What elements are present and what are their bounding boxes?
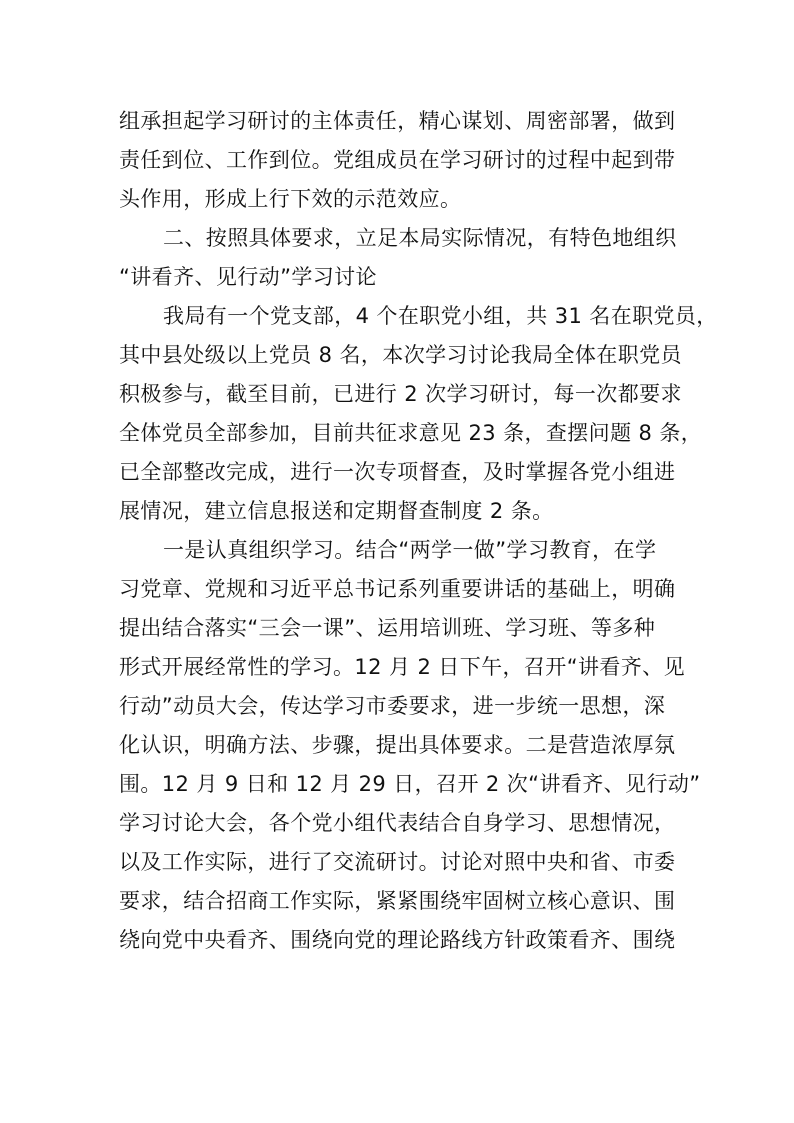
text-line: 习党章、党规和习近平总书记系列重要讲话的基础上，明确: [119, 577, 676, 601]
text-line: 形式开展经常性的学习。12 月 2 日下午，召开“讲看齐、见: [119, 655, 685, 679]
text-line: 绕向党中央看齐、围绕向党的理论路线方针政策看齐、围绕: [119, 928, 676, 952]
text-line: 责任到位、工作到位。党组成员在学习研讨的过程中起到带: [119, 148, 676, 172]
text-line: 积极参与，截至目前，已进行 2 次学习研讨，每一次都要求: [119, 382, 682, 406]
text-line: 化认识，明确方法、步骤，提出具体要求。二是营造浓厚氛: [119, 733, 676, 757]
text-line: 围。12 月 9 日和 12 月 29 日，召开 2 次“讲看齐、见行动”: [119, 772, 701, 796]
text-line: 一是认真组织学习。结合“两学一做”学习教育，在学: [163, 538, 657, 562]
section-heading-line: 二、按照具体要求，立足本局实际情况，有特色地组织: [163, 226, 677, 250]
text-line: 全体党员全部参加，目前共征求意见 23 条，查摆问题 8 条，: [119, 421, 703, 445]
section-heading-line: “讲看齐、见行动”学习讨论: [119, 265, 377, 289]
text-line: 其中县处级以上党员 8 名，本次学习讨论我局全体在职党员: [119, 343, 682, 367]
text-line: 已全部整改完成，进行一次专项督查，及时掌握各党小组进: [119, 460, 676, 484]
document-body: [119, 102, 718, 960]
text-line: 学习讨论大会，各个党小组代表结合自身学习、思想情况，: [119, 811, 676, 835]
text-line: 我局有一个党支部，4 个在职党小组，共 31 名在职党员，: [163, 304, 718, 328]
text-line: 以及工作实际，进行了交流研讨。讨论对照中央和省、市委: [119, 850, 676, 874]
text-line: 提出结合落实“三会一课”、运用培训班、学习班、等多种: [119, 616, 656, 640]
text-line: 展情况，建立信息报送和定期督查制度 2 条。: [119, 499, 554, 523]
text-line: 行动”动员大会，传达学习市委要求，进一步统一思想，深: [119, 694, 666, 718]
text-line: 头作用，形成上行下效的示范效应。: [119, 187, 462, 211]
text-line: 组承担起学习研讨的主体责任，精心谋划、周密部署，做到: [119, 109, 676, 133]
text-line: 要求，结合招商工作实际，紧紧围绕牢固树立核心意识、围: [119, 889, 676, 913]
